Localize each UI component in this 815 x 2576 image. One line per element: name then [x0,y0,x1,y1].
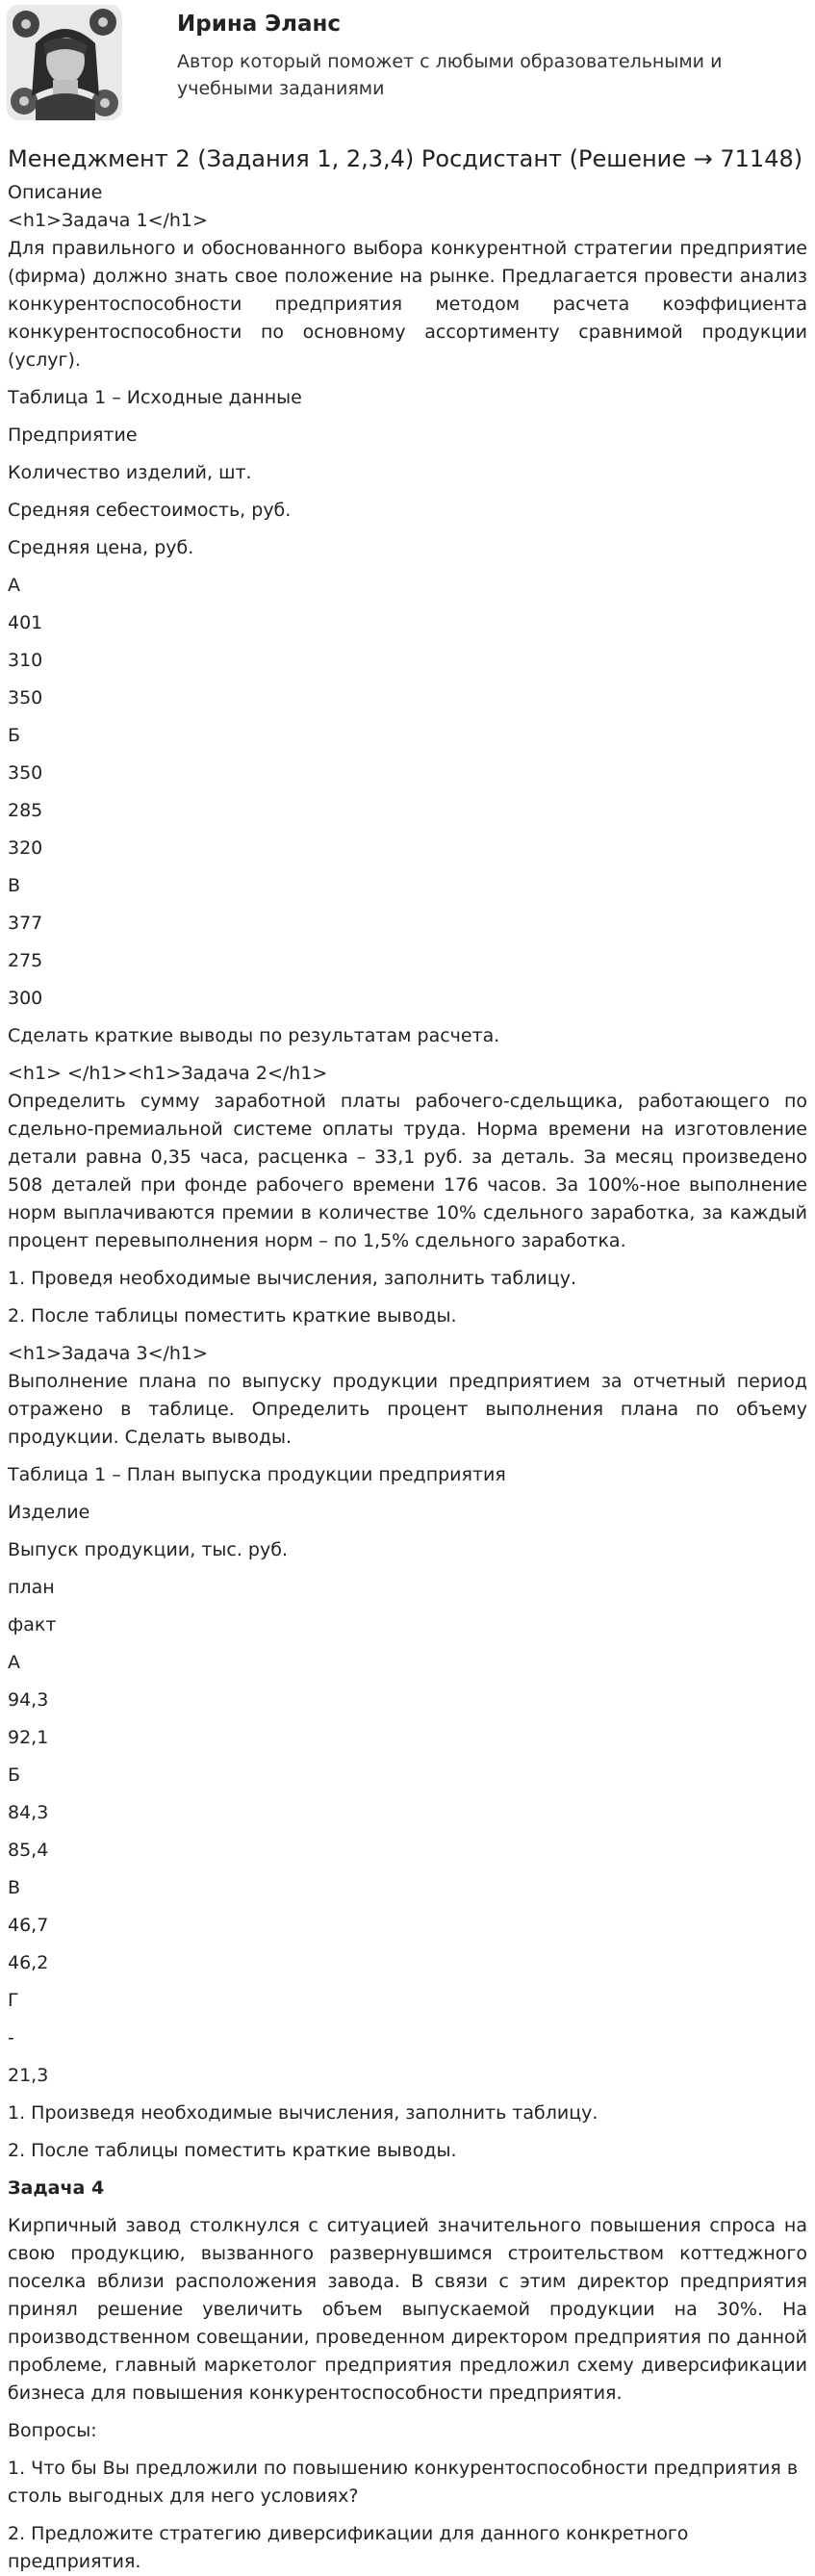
avatar-image [7,5,122,120]
table-cell: В [8,1877,21,1898]
table-cell: план [8,1577,55,1598]
task4-heading: Задача 4 [8,2177,105,2199]
task3-table [8,1499,807,2090]
table-cell: факт [8,1614,57,1636]
task3-table-title: Таблица 1 – План выпуска продукции предприятия [8,1464,506,1485]
task1-conclusion: Сделать краткие выводы по результатам расчета. [8,1025,500,1046]
table-cell: 300 [8,988,43,1009]
table-cell: 275 [8,950,43,971]
table-cell: 46,7 [8,1915,49,1936]
table-cell: 377 [8,913,43,934]
task3-step2: 2. После таблицы поместить краткие выводы. [8,2140,457,2161]
table-cell: Изделие [8,1502,90,1523]
table-cell: 350 [8,687,43,708]
task1-table-title: Таблица 1 – Исходные данные [8,387,302,408]
author-name[interactable]: Ирина Эланс [177,12,342,37]
description-label: Описание [8,182,103,203]
author-card [0,0,815,135]
task2-text: Определить сумму заработной платы рабочего-сдельщика, работающего по сдельно-премиальной системе оплаты труда. Норма времени на изготовление детали равна 0,35 часа, расценка – 33,1 руб. за деталь. За месяц произведено 508 деталей при фонде рабочего времени 176 часов. За 100%-ное выполнение норм выплачиваются премии в количестве 10% сдельного заработка, за каждый процент перевыполнения норм – по 1,5% сдельного заработка. [8,1091,807,1251]
table-cell: Выпуск продукции, тыс. руб. [8,1539,288,1560]
table-cell: 21,3 [8,2065,49,2086]
table-cell: 94,3 [8,1689,49,1711]
task1-heading: <h1>Задача 1</h1> [8,210,208,231]
task3-text: Выполнение плана по выпуску продукции предприятием за отчетный период отражено в таблице. Определить процент выполнения плана по объему продукции. Сделать выводы. [8,1371,807,1448]
table-cell: 401 [8,612,43,633]
table-cell: Б [8,725,21,746]
table-cell: А [8,575,20,596]
task4-questions-label: Вопросы: [8,2420,97,2441]
task2-step2: 2. После таблицы поместить краткие выводы. [8,1305,457,1327]
task1-table [8,422,807,1013]
table-cell: Средняя цена, руб. [8,537,194,558]
table-cell: В [8,875,21,896]
table-cell: Количество изделий, шт. [8,462,252,483]
task4-question-2: 2. Предложите стратегию диверсификации для данного конкретного предприятия. [8,2523,689,2572]
table-cell: Б [8,1765,21,1786]
table-cell: 85,4 [8,1840,49,1861]
author-avatar[interactable] [7,5,122,120]
table-cell: 84,3 [8,1802,49,1823]
task2-heading: <h1> </h1><h1>Задача 2</h1> [8,1063,328,1084]
task3-heading: <h1>Задача 3</h1> [8,1343,208,1364]
table-cell: 92,1 [8,1727,49,1748]
table-cell: Г [8,1990,19,2011]
document-title: Менеджмент 2 (Задания 1, 2,3,4) Росдистант (Решение → 71148) [8,145,803,172]
table-cell: Средняя себестоимость, руб. [8,500,292,521]
table-cell: 285 [8,800,43,821]
table-cell: 350 [8,762,43,784]
table-cell: 310 [8,650,43,671]
task2-step1: 1. Проведя необходимые вычисления, заполнить таблицу. [8,1268,576,1289]
author-description: Автор который поможет с любыми образовательными и учебными заданиями [177,51,723,99]
task4-question-1: 1. Что бы Вы предложили по повышению конкурентоспособности предприятия в столь выгодных для него условиях? [8,2458,799,2507]
table-cell: А [8,1652,20,1673]
document-body [0,142,815,2576]
task4-text: Кирпичный завод столкнулся с ситуацией значительного повышения спроса на свою продукцию, вызванного развернувшимся строительством коттеджного поселка вблизи расположения завода. В связи с этим директор предприятия принял решение увеличить объем выпускаемой продукции на 30%. На производственном совещании, проведенном директором предприятия по данной проблеме, главный маркетолог предприятия предложил схему диверсификации бизнеса для повышения конкурентоспособности предприятия. [8,2215,807,2404]
table-cell: Предприятие [8,425,138,446]
table-cell: 46,2 [8,1952,49,1973]
table-cell: - [8,2027,14,2048]
task1-text: Для правильного и обоснованного выбора конкурентной стратегии предприятие (фирма) должно знать свое положение на рынке. Предлагается провести анализ конкурентоспособности предприятия методом расчета коэффициента конкурентоспособности по основному ассортименту сравнимой продукции (услуг). [8,238,807,371]
table-cell: 320 [8,837,43,859]
task3-step1: 1. Произведя необходимые вычисления, заполнить таблицу. [8,2102,599,2124]
